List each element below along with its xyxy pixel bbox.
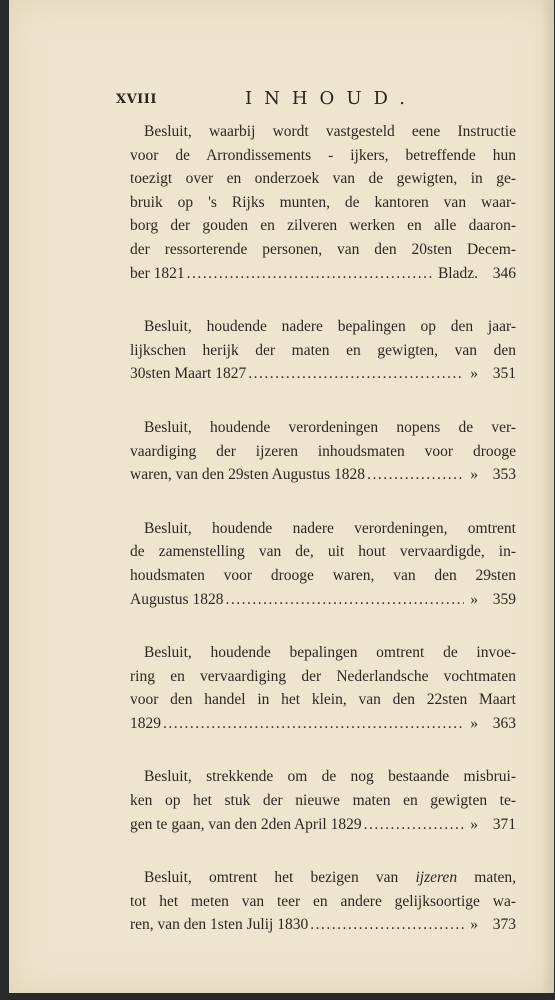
page-reference xyxy=(470,813,516,837)
toc-entry-line: voor de Arrondissements - ijkers, betreffende hun xyxy=(130,146,516,164)
page-reference-label: » xyxy=(470,815,478,833)
table-of-contents xyxy=(130,120,516,967)
toc-entry xyxy=(130,120,516,285)
toc-entry-date: waren, van den 29sten Augustus 1828 xyxy=(130,466,366,484)
page-reference xyxy=(470,712,516,736)
page-reference-number: 346 xyxy=(492,264,516,282)
page-reference-number: 351 xyxy=(492,365,516,383)
toc-entry-line: vaardiging der ijzeren inhoudsmaten voor drooge xyxy=(130,442,516,460)
page-reference-number: 373 xyxy=(492,916,516,934)
page-reference-label: » xyxy=(470,916,478,934)
toc-entry-line: de zamenstelling van de, uit hout vervaardigde, in- xyxy=(130,543,516,561)
toc-entry-date: Augustus 1828 xyxy=(130,590,224,608)
running-title: INHOUD. xyxy=(245,88,417,109)
toc-entry xyxy=(130,517,516,611)
page-reference xyxy=(470,588,516,612)
page-reference-label: Bladz. xyxy=(437,264,478,282)
toc-entry-line: tot het meten van teer en andere gelijksoortige wa- xyxy=(130,892,516,910)
toc-entry-line: ken op het stuk der nieuwe maten en gewigten te- xyxy=(130,792,516,810)
toc-entry-line: lijkschen herijk der maten en gewigten, van den xyxy=(130,341,516,359)
dot-leader xyxy=(248,362,464,386)
toc-entry-last-line xyxy=(130,588,516,612)
italic-term: ijzeren xyxy=(415,869,458,887)
dot-leader xyxy=(187,262,432,286)
page-reference xyxy=(438,262,516,286)
toc-entry-last-line xyxy=(130,463,516,487)
toc-entry-line: houdsmaten voor drooge waren, van den 29sten xyxy=(130,566,516,584)
page-reference xyxy=(470,463,516,487)
dot-leader xyxy=(225,588,464,612)
toc-entry-line: Besluit, waarbij wordt vastgesteld eene Instructie xyxy=(144,123,516,140)
toc-entry-date: gen te gaan, van den 2den April 1829 xyxy=(130,815,362,833)
toc-entry-date: 30sten Maart 1827 xyxy=(130,365,247,383)
toc-entry-last-line xyxy=(130,262,516,286)
dot-leader xyxy=(163,712,464,736)
toc-entry-last-line xyxy=(130,712,516,736)
dot-leader xyxy=(364,813,465,837)
toc-entry-line: Besluit, houdende verordeningen nopens de ver- xyxy=(144,418,516,436)
page-reference-label: » xyxy=(470,466,478,484)
toc-entry xyxy=(130,641,516,735)
toc-entry-line: Besluit, houdende nadere bepalingen op den jaar- xyxy=(144,318,516,336)
toc-entry-date: ber 1821 xyxy=(130,264,185,282)
dot-leader xyxy=(367,463,464,487)
toc-entry xyxy=(130,315,516,386)
page-reference-number: 359 xyxy=(492,590,516,608)
toc-entry xyxy=(130,866,516,937)
page-header xyxy=(116,88,516,112)
toc-entry-line: voor den handel in het klein, van den 22sten Maart xyxy=(130,691,516,709)
page-number: XVIII xyxy=(116,92,157,107)
toc-entry-line: toezigt over en onderzoek van de gewigten, in ge- xyxy=(130,170,516,188)
toc-entry-line: Besluit, strekkende om de nog bestaande misbrui- xyxy=(144,768,516,786)
page-reference-label: » xyxy=(470,714,478,732)
text-segment: maten, xyxy=(457,869,516,887)
dot-leader xyxy=(310,913,464,937)
toc-entry-line xyxy=(130,866,516,890)
page-reference-number: 353 xyxy=(492,466,516,484)
toc-entry-line: ring en vervaardiging der Nederlandsche vochtmaten xyxy=(130,667,516,685)
toc-entry-last-line xyxy=(130,813,516,837)
toc-entry-line: Besluit, houdende bepalingen omtrent de invoe- xyxy=(144,644,516,662)
toc-entry xyxy=(130,765,516,836)
page-reference-number: 363 xyxy=(492,714,516,732)
toc-entry-last-line xyxy=(130,913,516,937)
toc-entry-line: Besluit, houdende nadere verordeningen, omtrent xyxy=(144,519,516,537)
page-reference xyxy=(470,362,516,386)
toc-entry-last-line xyxy=(130,362,516,386)
toc-entry xyxy=(130,416,516,487)
page-reference-number: 371 xyxy=(492,815,516,833)
text-segment: Besluit, omtrent het bezigen van xyxy=(144,869,416,887)
toc-entry-line: der ressorterende personen, van den 20sten Decem- xyxy=(130,240,516,258)
toc-entry-line: bruik op 's Rijks munten, de kantoren van waar- xyxy=(130,193,516,211)
toc-entry-date: ren, van den 1sten Julij 1830 xyxy=(130,916,309,934)
page-reference-label: » xyxy=(470,365,478,383)
page-reference-label: » xyxy=(470,590,478,608)
toc-entry-line: borg der gouden en zilveren werken en alle daaron- xyxy=(130,217,516,235)
toc-entry-date: 1829 xyxy=(130,714,161,732)
page-reference xyxy=(470,913,516,937)
